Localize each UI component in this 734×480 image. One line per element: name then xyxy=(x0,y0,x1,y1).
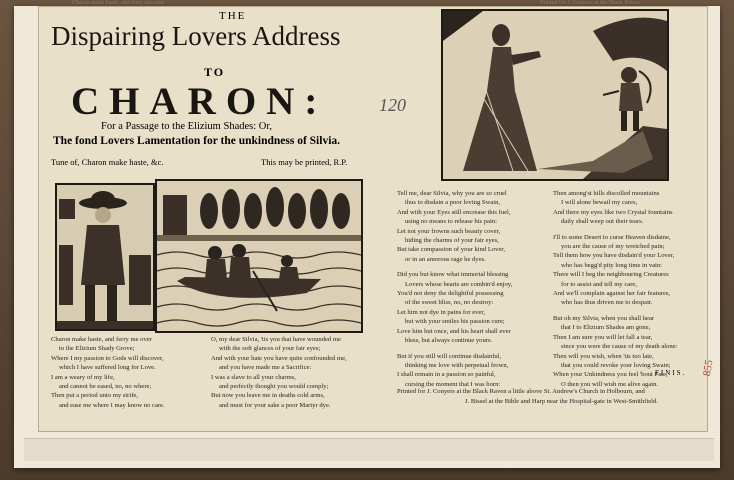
verse-line: But take compassion of your kind Lover, xyxy=(397,246,505,254)
verse-line: And with your Eyes still encrease this fuel, xyxy=(397,208,511,216)
imprint-line: Printed for J. Conyers at the Black Raven a little above St. Andrew's Church in Holbourn, and xyxy=(397,388,645,395)
bleed-through-text-left: Charon make haste, and ferry me over xyxy=(72,0,164,6)
verse-line: and you have made me a Sacrifice: xyxy=(219,364,312,372)
verse-line: Then among'st hills discolled mountains xyxy=(553,190,660,197)
imprint xyxy=(397,387,658,407)
verse-line: And with your hate you have quite confounded me, xyxy=(211,354,347,362)
verse-line: I will alone bewail my cares, xyxy=(561,199,638,207)
verse-line: using no means to release his pain: xyxy=(405,218,497,226)
verse-column-4 xyxy=(553,189,677,389)
licence-note: This may be printed, R.P. xyxy=(261,157,348,167)
title-to: TO xyxy=(204,65,226,79)
verse-line: I shall remain in a passion so painful, xyxy=(397,371,496,379)
imprint-line: J. Bissel at the Bible and Harp near the Hospital-gate in West-Smithfield. xyxy=(465,398,658,405)
verse-line: There will I beg the neighbouring Creatures xyxy=(553,271,669,279)
verse-line: thinking me love with perpetual frown, xyxy=(405,361,509,369)
verse-column-1 xyxy=(51,335,165,410)
verse-line: you are the cause of my wretched pain; xyxy=(561,243,665,251)
verse-line: And there my eyes like two Crystal fountains xyxy=(553,208,673,216)
verse-line: with the soft glances of your fair eyes; xyxy=(219,345,321,353)
verse-line: Let not your frowns such beauty cover, xyxy=(397,227,501,235)
verse-line: Then put a period unto my strife, xyxy=(51,392,138,400)
page-edge xyxy=(24,438,714,461)
verse-line: And we'll complain against her fair features, xyxy=(553,290,671,298)
verse-line: But now you leave me in deaths cold arms, xyxy=(211,392,325,400)
verse-line: Where I my passion to Gods will discover, xyxy=(51,354,164,362)
verse-line: cursing the moment that I was born: xyxy=(405,380,501,388)
verse-line: that you could revoke your loving Swain; xyxy=(561,361,671,369)
verse-line: I was a slave to all your charms, xyxy=(211,373,296,381)
verse-line: to the Elizium Shady Grove; xyxy=(59,345,135,353)
title-main: Dispairing Lovers Address xyxy=(51,21,341,51)
subtitle-lamentation: The fond Lovers Lamentation for the unkindness of Silvia. xyxy=(53,135,341,147)
verse-line: Then will you wish, when 'tis too late, xyxy=(553,352,654,360)
verse-line: You'd not deny the delightful possessing xyxy=(397,290,504,298)
verse-line: Tell them how you have disdain'd your Lover, xyxy=(553,252,675,260)
verse-line: Tell me, dear Silvia, why you are so cruel xyxy=(397,190,507,197)
verse-line: But oh my Silvia, when you shall hear xyxy=(553,314,655,322)
title-charon: CHARON: xyxy=(71,80,328,123)
verse-line: but with your smiles his passion cure; xyxy=(405,318,505,326)
verse-line: and must for your sake a poor Martyr dye. xyxy=(219,401,331,409)
verse-line: of the sweet bliss, no, no destroy: xyxy=(405,299,494,307)
verse-line: When your Unkindness you feel 'bout Fate, xyxy=(553,371,668,379)
title-article: THE xyxy=(219,10,247,22)
woodcut-gentleman xyxy=(55,183,155,331)
verse-line: O, my dear Silvia, 'tis you that have wounded me xyxy=(211,336,341,343)
bleed-through-text-right: Printed for J. Conyers at the Black Raven xyxy=(540,0,640,6)
verse-line: Then I am sure you will let fall a tear, xyxy=(553,333,653,341)
woodcut-charon-boat xyxy=(155,179,363,333)
verse-line: thus to disdain a poor loving Swain, xyxy=(405,199,501,207)
archive-stamp: 855 xyxy=(700,358,716,378)
verse-line: since you were the cause of my death alone: xyxy=(561,343,678,351)
verse-column-3 xyxy=(397,189,512,389)
verse-line: I'll to some Desert to curse Heaven disdaine, xyxy=(553,233,671,241)
tune-note: Tune of, Charon make haste, &c. xyxy=(51,157,164,167)
verse-line: and ease me where I may know no care. xyxy=(59,401,165,409)
verse-line: that I to Elizium Shades am gone, xyxy=(561,324,651,332)
verse-line: Charon make haste, and ferry me over xyxy=(51,336,152,343)
verse-line: and perfectly thought you would comply; xyxy=(219,383,329,391)
verse-line: Lovers whose hearts are combin'd enjoy, xyxy=(405,280,513,288)
handwritten-number: 120 xyxy=(379,95,406,115)
subtitle: For a Passage to the Elizium Shades: Or, xyxy=(101,121,273,132)
verse-line: But if you still will continue disdainful, xyxy=(397,352,502,360)
verse-line: Did you but know what immortal blessing xyxy=(397,271,509,279)
verse-line: O then you will wish me alive again. xyxy=(561,380,659,388)
verse-line: for to assist and tell my care, xyxy=(561,280,637,288)
verse-line: who has begg'd pity long time in vain: xyxy=(561,261,662,269)
finis-mark: FINIS. xyxy=(655,369,687,377)
broadside-sheet xyxy=(38,6,708,432)
verse-line: or in an amorous rage he dyes. xyxy=(405,255,486,263)
verse-line: who has thus driven me to despair. xyxy=(561,299,653,307)
verse-line: bless, but always continue yours. xyxy=(405,337,493,345)
verse-line: hiding the charms of your fair eyes, xyxy=(405,237,499,245)
verse-column-2 xyxy=(211,335,347,410)
verse-line: daily shall weep out their tears. xyxy=(561,218,644,226)
woodcut-lady-cupid xyxy=(441,9,669,181)
verse-line: I am a weary of my life, xyxy=(51,373,115,381)
verse-line: and cannot be eased, no, no where; xyxy=(59,383,152,391)
verse-line: Love him but once, and his heart shall ever xyxy=(397,327,511,335)
verse-line: Let him not dye in pains for ever, xyxy=(397,308,485,316)
verse-line: which I have suffered long for Love. xyxy=(59,364,156,372)
